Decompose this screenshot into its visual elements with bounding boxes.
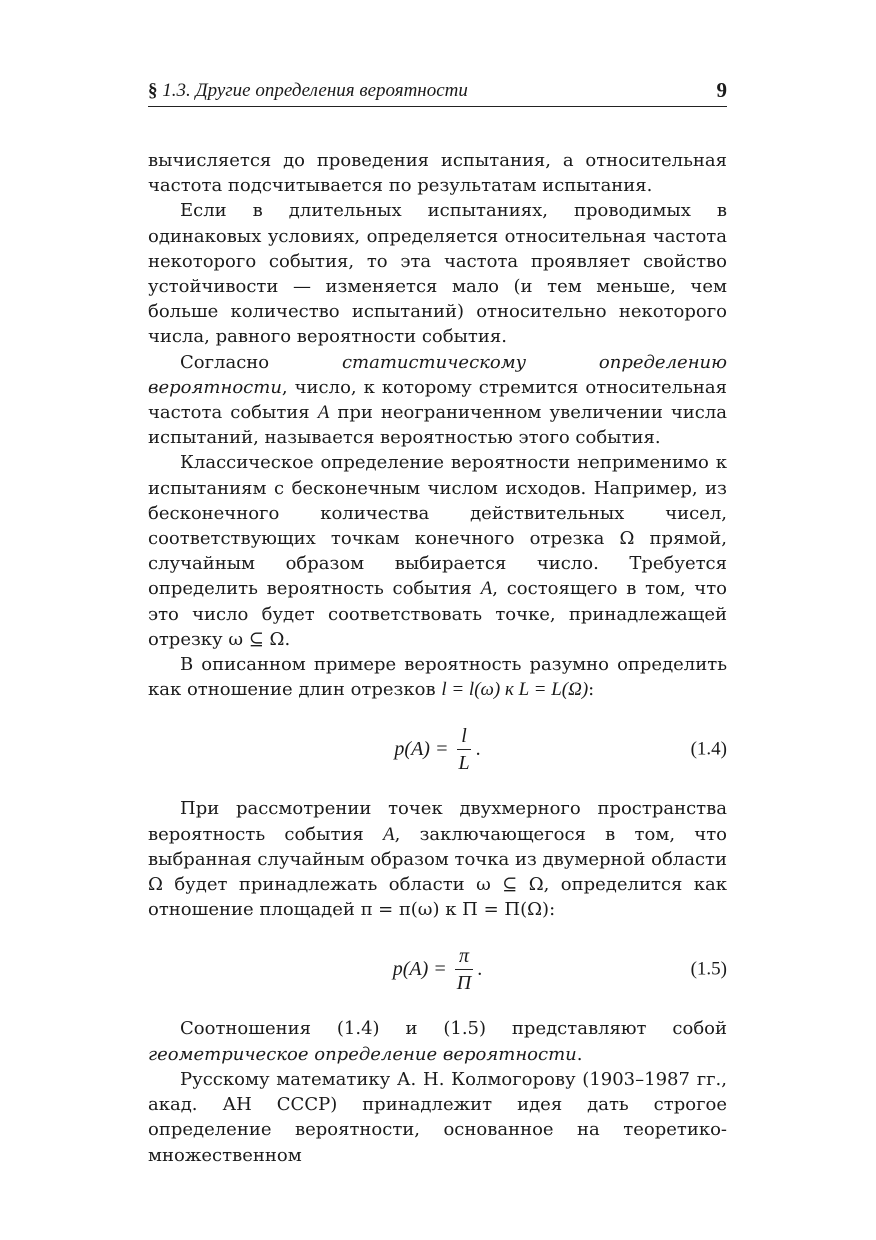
paragraph-text: Соотношения (1.4) и (1.5) представляют собой bbox=[180, 1018, 727, 1040]
paragraph-text: при неограниченном увеличении числа испытаний, называется вероятностью этого события. bbox=[148, 402, 728, 449]
paragraph-text: Согласно bbox=[180, 351, 342, 373]
math-variable: A bbox=[317, 402, 330, 424]
equation-1-4 bbox=[148, 702, 727, 796]
paragraph bbox=[148, 1067, 727, 1168]
equation-1-5 bbox=[148, 922, 727, 1016]
section-title-text: 1.3. Другие определения вероятности bbox=[162, 80, 468, 101]
paragraph-text: , состоящего в том, что это число будет соответствовать точке, принадлежащей отрезку ω ⊆ Ω. bbox=[148, 578, 727, 650]
equation-label: (1.4) bbox=[690, 738, 727, 760]
equation-lhs: p(A) = bbox=[392, 957, 447, 980]
fraction bbox=[453, 945, 475, 994]
paragraph bbox=[148, 350, 727, 451]
section-symbol: § bbox=[148, 80, 158, 101]
math-variable: A bbox=[383, 823, 395, 845]
paragraph bbox=[148, 796, 727, 922]
paragraph-text: , заключающегося в том, что выбранная случайным образом точка из двумерной области Ω будет принадлежать области ω ⊆ Ω, определится как отношение площадей π = π(ω) к Π = Π(Ω): bbox=[148, 823, 727, 921]
inline-math: l = l(ω) к L = L(Ω) bbox=[441, 679, 589, 701]
emphasized-term: статистическому определению вероятности bbox=[148, 351, 727, 398]
math-variable: A bbox=[480, 578, 493, 600]
paragraph-text: Классическое определение вероятности неприменимо к испытаниям с бесконечным числом исходов. Например, из бесконечного количества действительных чисел, соответствующих точкам конечного отрезка Ω прямой, случайным образом выбирается число. Требуется определить вероятность события bbox=[148, 452, 727, 600]
paragraph-text: Русскому математику А. Н. Колмогорову (1903–1987 гг., акад. АН СССР) принадлежит идея дать строгое определение вероятности, основанное на теоретико-множественном bbox=[148, 1068, 727, 1166]
paragraph bbox=[148, 450, 727, 652]
paragraph bbox=[148, 148, 727, 198]
paragraph-text: При рассмотрении точек двухмерного пространства вероятность события bbox=[148, 798, 727, 845]
fraction bbox=[454, 725, 473, 774]
paragraph-text: вычисляется до проведения испытания, а относительная частота подсчитывается по результатам испытания. bbox=[148, 150, 727, 197]
equation-end: . bbox=[475, 737, 481, 760]
paragraph-text: : bbox=[588, 679, 595, 701]
paragraph-text: , число, к которому стремится относительная частота события bbox=[148, 376, 727, 424]
fraction-denominator: Π bbox=[456, 971, 472, 994]
paragraph-text: В описанном примере вероятность разумно определить как отношение длин отрезков bbox=[148, 654, 727, 701]
main-text bbox=[148, 148, 727, 1168]
fraction-denominator: L bbox=[458, 751, 470, 774]
equation-end: . bbox=[477, 957, 483, 980]
fraction-numerator: l bbox=[457, 725, 471, 750]
paragraph-text: Если в длительных испытаниях, проводимых в одинаковых условиях, определяется относительная частота некоторого события, то эта частота проявляет свойство устойчивости — изменяется мало (и тем меньше, чем больше количество испытаний) относительно некоторого числа, равного вероятности события. bbox=[148, 200, 727, 348]
paragraph bbox=[148, 1016, 727, 1066]
paragraph-text: . bbox=[576, 1043, 583, 1065]
paragraph bbox=[148, 198, 727, 349]
fraction-numerator: π bbox=[455, 945, 473, 970]
emphasized-term: геометрическое определение вероятности bbox=[148, 1043, 577, 1065]
page-number: 9 bbox=[716, 78, 727, 102]
paragraph bbox=[148, 652, 727, 702]
section-title bbox=[148, 80, 468, 102]
equation-label: (1.5) bbox=[690, 958, 727, 980]
equation-lhs: p(A) = bbox=[394, 737, 449, 760]
running-header bbox=[148, 80, 727, 107]
